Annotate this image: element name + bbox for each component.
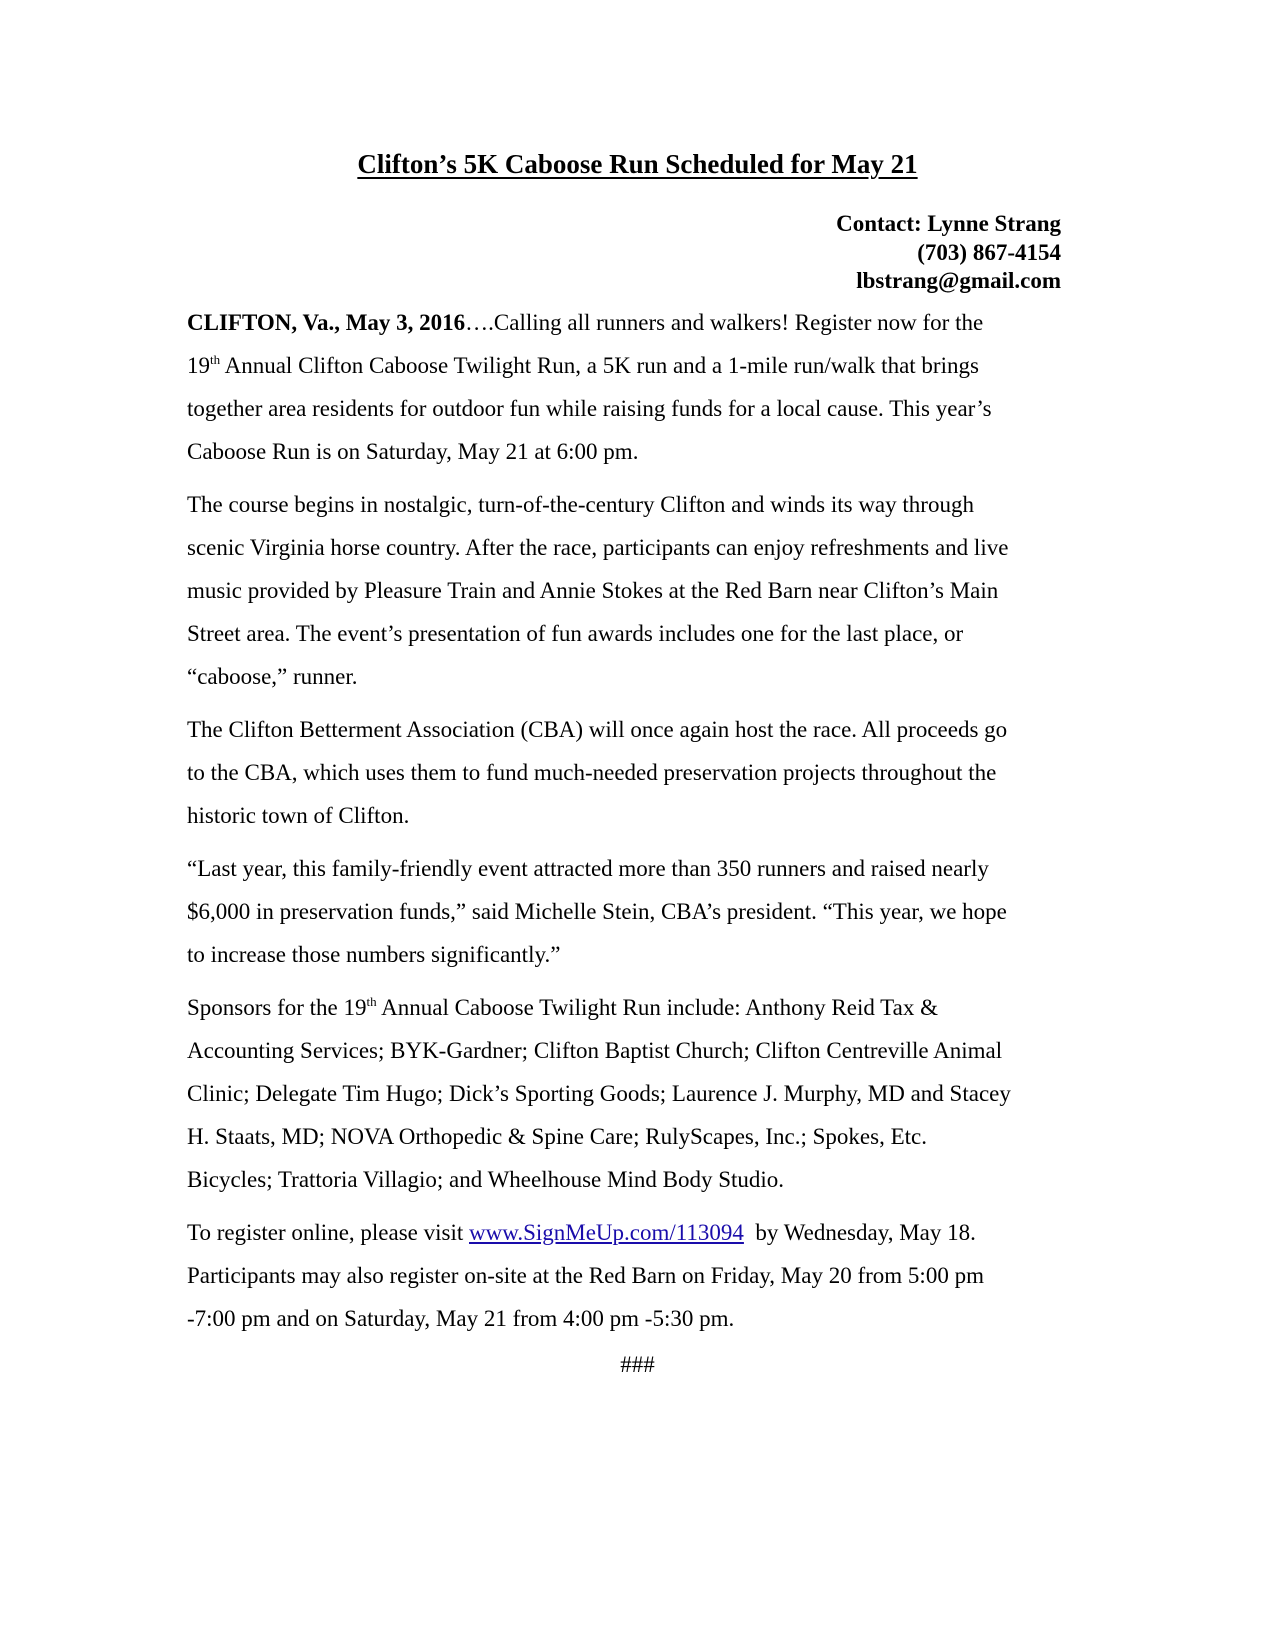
- contact-name: Contact: Lynne Strang: [836, 211, 1061, 236]
- paragraph-registration: [187, 1211, 1092, 1340]
- contact-block: [836, 210, 1061, 296]
- course-line-5: “caboose,” runner.: [187, 664, 358, 689]
- paragraph-sponsors: [187, 986, 1092, 1201]
- sponsors-line-1-rest: Annual Caboose Twilight Run include: Anthony Reid Tax &: [376, 995, 938, 1020]
- intro-line-3: together area residents for outdoor fun while raising funds for a local cause. This year’s: [187, 396, 992, 421]
- contact-email: lbstrang@gmail.com: [856, 268, 1061, 293]
- registration-line-3: -7:00 pm and on Saturday, May 21 from 4:00 pm -5:30 pm.: [187, 1306, 735, 1331]
- sponsors-line-2: Accounting Services; BYK-Gardner; Clifton Baptist Church; Clifton Centreville Animal: [187, 1038, 1003, 1063]
- paragraph-course: [187, 483, 1092, 698]
- host-line-1: The Clifton Betterment Association (CBA) will once again host the race. All proceeds go: [187, 717, 1008, 742]
- page-title: Clifton’s 5K Caboose Run Scheduled for May 21: [357, 149, 918, 179]
- paragraph-quote: [187, 847, 1092, 976]
- paragraph-host: [187, 708, 1092, 837]
- intro-line-1: [187, 301, 1092, 344]
- course-line-2: scenic Virginia horse country. After the race, participants can enjoy refreshments and live: [187, 535, 1009, 560]
- contact-phone: (703) 867-4154: [917, 239, 1061, 265]
- sponsors-line-4: H. Staats, MD; NOVA Orthopedic & Spine Care; RulyScapes, Inc.; Spokes, Etc.: [187, 1124, 927, 1149]
- intro-line-2-text: Annual Clifton Caboose Twilight Run, a 5K run and a 1-mile run/walk that brings: [220, 353, 979, 378]
- quote-line-1: “Last year, this family-friendly event attracted more than 350 runners and raised nearly: [187, 856, 989, 881]
- sponsors-line-5: Bicycles; Trattoria Villagio; and Wheelhouse Mind Body Studio.: [187, 1167, 785, 1192]
- ordinal-suffix: th: [210, 352, 221, 367]
- course-line-3: music provided by Pleasure Train and Annie Stokes at the Red Barn near Clifton’s Main: [187, 578, 999, 603]
- intro-line-1-text: ….Calling all runners and walkers! Register now for the: [465, 310, 984, 335]
- quote-line-3: to increase those numbers significantly.”: [187, 942, 561, 967]
- registration-line-1: [187, 1211, 1092, 1254]
- registration-line-1-pre: To register online, please visit: [187, 1220, 469, 1245]
- signup-link[interactable]: www.SignMeUp.com/113094: [469, 1220, 744, 1245]
- sponsors-line-1: [187, 986, 1092, 1029]
- course-line-4: Street area. The event’s presentation of fun awards includes one for the last place, or: [187, 621, 964, 646]
- ordinal-number: 19: [187, 353, 210, 378]
- press-release-body: [187, 301, 1092, 1350]
- host-line-2: to the CBA, which uses them to fund much-needed preservation projects throughout the: [187, 760, 997, 785]
- ordinal-suffix: th: [366, 994, 377, 1009]
- quote-line-2: $6,000 in preservation funds,” said Michelle Stein, CBA’s president. “This year, we hope: [187, 899, 1007, 924]
- intro-line-2: [187, 344, 1092, 387]
- sponsors-line-1-pre: Sponsors for the 19: [187, 995, 367, 1020]
- paragraph-intro: [187, 301, 1092, 473]
- registration-line-1-rest: by Wednesday, May 18.: [743, 1220, 976, 1245]
- registration-line-2: Participants may also register on-site at the Red Barn on Friday, May 20 from 5:00 pm: [187, 1263, 984, 1288]
- course-line-1: The course begins in nostalgic, turn-of-the-century Clifton and winds its way through: [187, 492, 974, 517]
- sponsors-line-3: Clinic; Delegate Tim Hugo; Dick’s Sporting Goods; Laurence J. Murphy, MD and Stacey: [187, 1081, 1011, 1106]
- end-mark: ###: [620, 1352, 655, 1377]
- host-line-3: historic town of Clifton.: [187, 803, 410, 828]
- intro-line-4: Caboose Run is on Saturday, May 21 at 6:00 pm.: [187, 439, 639, 464]
- dateline: CLIFTON, Va., May 3, 2016: [187, 310, 466, 335]
